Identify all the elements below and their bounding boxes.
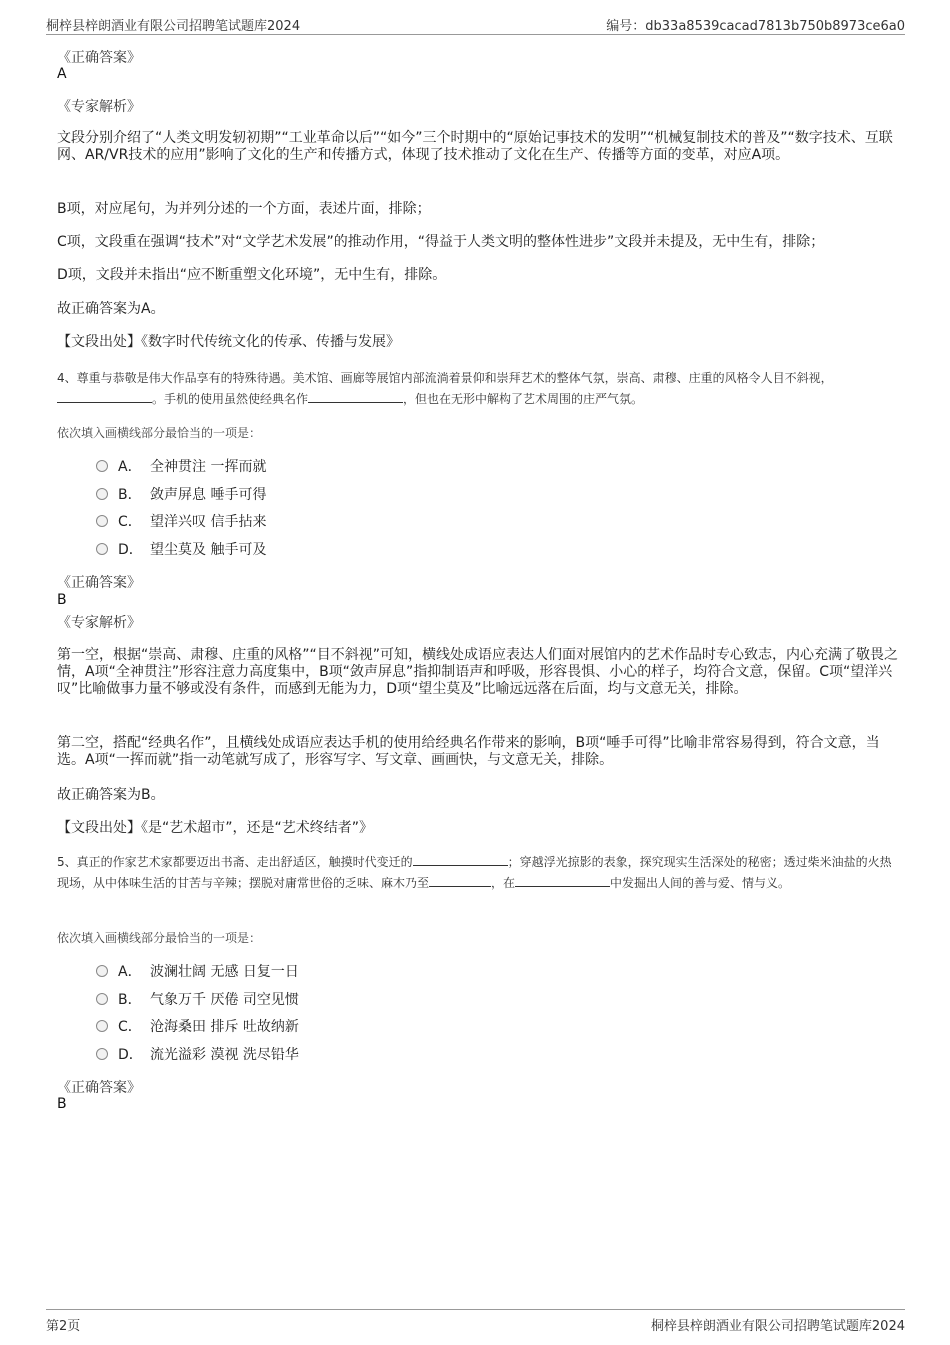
option-text: 气象万千 厌倦 司空见惯 xyxy=(150,992,299,1008)
option-letter: A． xyxy=(118,459,142,475)
answer-blank xyxy=(57,390,152,403)
q3-analysis-paragraph: 故正确答案为A。 xyxy=(57,301,165,317)
q3-analysis-label: 《专家解析》 xyxy=(57,99,141,115)
q4-option-b[interactable] xyxy=(96,485,266,505)
q3-answer: A xyxy=(57,66,67,82)
option-text: 流光溢彩 漠视 洗尽铅华 xyxy=(150,1047,299,1063)
q5-instruction: 依次填入画横线部分最恰当的一项是： xyxy=(57,931,262,945)
q5-option-d[interactable] xyxy=(96,1045,299,1065)
radio-icon[interactable] xyxy=(96,1048,108,1060)
option-letter: C． xyxy=(118,514,142,530)
q5-stem-part: ；穿越浮光掠影的表象，探究现实生活深处的秘密；透过柴米油盐的火热现场，从中体味生活的甘苦与辛辣；摆脱对庸常世俗的乏味、麻木乃至 xyxy=(57,855,892,890)
option-letter: C． xyxy=(118,1019,142,1035)
q5-option-b[interactable] xyxy=(96,990,299,1010)
q5-option-a[interactable] xyxy=(96,962,299,982)
option-letter: A． xyxy=(118,964,142,980)
q4-analysis-paragraph: 第二空，搭配“经典名作”，且横线处成语应表达手机的使用给经典名作带来的影响，B项“唾手可得”比喻非常容易得到，符合文意，当选。A项“一挥而就”指一动笔就写成了，形容写字、写文章、画画快，与文意无关，排除。 xyxy=(57,735,880,768)
q4-instruction: 依次填入画横线部分最恰当的一项是： xyxy=(57,426,262,440)
option-text: 沧海桑田 排斥 吐故纳新 xyxy=(150,1019,299,1035)
q3-answer-label: 《正确答案》 xyxy=(57,50,141,66)
header-serial: 编号：db33a8539cacad7813b750b8973ce6a0 xyxy=(606,19,905,34)
radio-icon[interactable] xyxy=(96,515,108,527)
q4-answer-label: 《正确答案》 xyxy=(57,575,141,591)
option-letter: D． xyxy=(118,1047,143,1063)
q4-option-d[interactable] xyxy=(96,540,266,560)
option-text: 全神贯注 一挥而就 xyxy=(150,459,267,475)
q5-answer: B xyxy=(57,1096,67,1112)
q5-stem-part: 中发掘出人间的善与爱、情与义。 xyxy=(610,876,791,890)
radio-icon[interactable] xyxy=(96,543,108,555)
answer-blank xyxy=(308,390,403,403)
page-number: 第2页 xyxy=(46,1319,81,1334)
footer-title: 桐梓县梓朗酒业有限公司招聘笔试题库2024 xyxy=(650,1319,905,1334)
header-title: 桐梓县梓朗酒业有限公司招聘笔试题库2024 xyxy=(46,19,301,34)
answer-blank xyxy=(413,853,508,866)
q3-analysis-paragraph: 文段分别介绍了“人类文明发轫初期”“工业革命以后”“如今”三个时期中的“原始记事技术的发明”“机械复制技术的普及”“数字技术、互联网、AR/VR技术的应用”影响了文化的生产和传播方式，体现了技术推动了文化在生产、传播等方面的变革，对应A项。 xyxy=(57,130,893,163)
option-text: 望尘莫及 触手可及 xyxy=(150,542,267,558)
q4-answer: B xyxy=(57,592,67,608)
radio-icon[interactable] xyxy=(96,488,108,500)
radio-icon[interactable] xyxy=(96,993,108,1005)
q3-analysis-paragraph: C项，文段重在强调“技术”对“文学艺术发展”的推动作用，“得益于人类文明的整体性进步”文段并未提及，无中生有，排除； xyxy=(57,234,825,250)
option-letter: B． xyxy=(118,992,142,1008)
answer-blank xyxy=(429,874,491,887)
q4-option-c[interactable] xyxy=(96,512,266,532)
option-text: 波澜壮阔 无感 日复一日 xyxy=(150,964,299,980)
answer-blank xyxy=(515,874,610,887)
radio-icon[interactable] xyxy=(96,965,108,977)
q4-source: 【文段出处】《是“艺术超市”，还是“艺术终结者”》 xyxy=(57,820,374,836)
page-header xyxy=(46,14,905,35)
q4-stem xyxy=(57,368,900,410)
q4-analysis-label: 《专家解析》 xyxy=(57,615,141,631)
option-letter: D． xyxy=(118,542,143,558)
page-footer xyxy=(46,1309,905,1334)
radio-icon[interactable] xyxy=(96,1020,108,1032)
radio-icon[interactable] xyxy=(96,460,108,472)
q4-stem-part: 。手机的使用虽然使经典名作 xyxy=(152,392,309,406)
q5-option-c[interactable] xyxy=(96,1017,299,1037)
q5-answer-label: 《正确答案》 xyxy=(57,1080,141,1096)
q5-stem-part: 5、真正的作家艺术家都要迈出书斋、走出舒适区，触摸时代变迁的 xyxy=(57,855,413,869)
q5-stem xyxy=(57,852,900,894)
q4-stem-part: ，但也在无形中解构了艺术周围的庄严气氛。 xyxy=(403,392,644,406)
option-letter: B． xyxy=(118,487,142,503)
q4-option-a[interactable] xyxy=(96,457,266,477)
q3-analysis-paragraph: D项，文段并未指出“应不断重塑文化环境”，无中生有，排除。 xyxy=(57,267,447,283)
option-text: 望洋兴叹 信手拈来 xyxy=(150,514,267,530)
q4-analysis-paragraph: 故正确答案为B。 xyxy=(57,787,165,803)
option-text: 敛声屏息 唾手可得 xyxy=(150,487,267,503)
q4-stem-part: 4、尊重与恭敬是伟大作品享有的特殊待遇。美术馆、画廊等展馆内部流淌着景仰和崇拜艺术的整体气氛，崇高、肃穆、庄重的风格令人目不斜视， xyxy=(57,371,833,385)
q3-analysis-paragraph: B项，对应尾句，为并列分述的一个方面，表述片面，排除； xyxy=(57,201,431,217)
q3-source: 【文段出处】《数字时代传统文化的传承、传播与发展》 xyxy=(57,334,400,350)
q5-stem-part: ，在 xyxy=(491,876,516,890)
q4-analysis-paragraph: 第一空，根据“崇高、肃穆、庄重的风格”“目不斜视”可知，横线处成语应表达人们面对展馆内的艺术作品时专心致志，内心充满了敬畏之情，A项“全神贯注”形容注意力高度集中，B项“敛声屏息”指抑制语声和呼吸，形容畏惧、小心的样子，均符合文意，保留。C项“望洋兴叹”比喻做事力量不够或没有条件，而感到无能为力，D项“望尘莫及”比喻远远落在后面，均与文意无关，排除。 xyxy=(57,647,899,697)
